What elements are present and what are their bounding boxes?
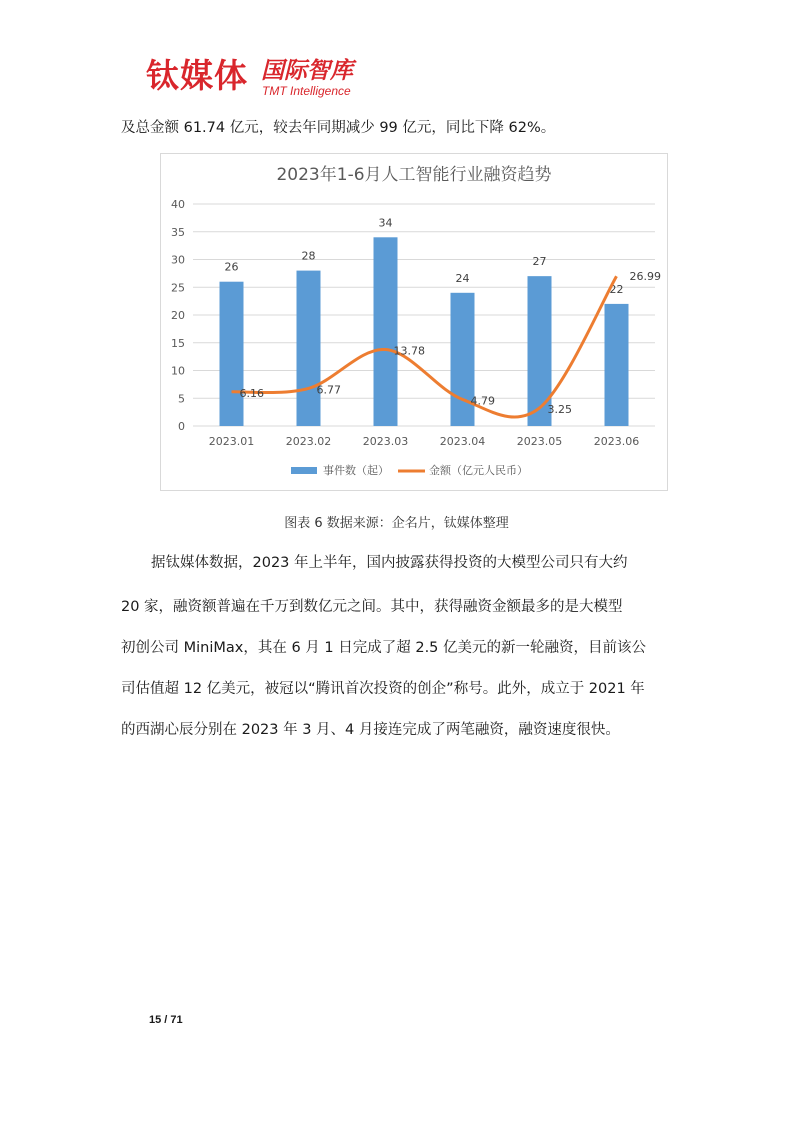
x-tick-label: 2023.06	[593, 435, 640, 448]
bar-value-label: 22	[609, 282, 624, 296]
line-value-label: 13.78	[393, 344, 425, 358]
bar-value-label: 26	[224, 260, 239, 274]
line-value-label: 26.99	[629, 270, 661, 284]
line-value-label: 6.16	[239, 386, 264, 400]
paragraph-line-5: 的西湖心辰分别在 2023 年 3 月、4 月接连完成了两笔融资，融资速度很快。	[121, 722, 620, 738]
line-value-label: 4.79	[470, 394, 495, 408]
x-tick-label: 2023.02	[285, 435, 332, 448]
bar-value-label: 27	[532, 255, 547, 269]
logo-sub-text: 国际智库	[261, 58, 353, 84]
bar-value-label: 24	[455, 271, 470, 285]
chart-svg	[161, 154, 667, 490]
x-axis-ticks	[209, 435, 640, 448]
logo-english-text: TMT Intelligence	[262, 84, 351, 98]
y-tick-label: 40	[171, 198, 185, 211]
y-tick-label: 0	[178, 420, 185, 433]
bar-value-label: 28	[301, 249, 316, 263]
line-value-label: 6.77	[316, 383, 341, 397]
bar-2023.03	[374, 237, 398, 426]
y-tick-label: 30	[171, 253, 185, 267]
legend-bar-label: 事件数（起）	[323, 464, 389, 477]
x-tick-label: 2023.01	[208, 435, 255, 448]
chart-legend	[291, 463, 528, 477]
logo-main-text: 钛媒体	[146, 56, 248, 95]
y-tick-label: 35	[171, 225, 185, 239]
legend-bar-swatch	[291, 467, 317, 474]
chart-title: 2023年1-6月人工智能行业融资趋势	[276, 165, 552, 185]
y-tick-label: 20	[171, 309, 185, 322]
bar-series	[220, 237, 629, 426]
page-number: 15 / 71	[149, 1014, 183, 1026]
paragraph-line-4: 司估值超 12 亿美元，被冠以“腾讯首次投资的创企”称号。此外，成立于 2021 年	[121, 681, 645, 697]
bar-data-labels	[225, 216, 624, 296]
legend-line-label: 金额（亿元人民币）	[429, 464, 528, 477]
line-value-label: 3.25	[547, 402, 572, 416]
paragraph-line-1: 据钛媒体数据，2023 年上半年，国内披露获得投资的大模型公司只有大约	[151, 555, 628, 571]
bar-2023.01	[220, 282, 244, 426]
x-tick-label: 2023.04	[439, 435, 486, 448]
intro-line: 及总金额 61.74 亿元，较去年同期减少 99 亿元，同比下降 62%。	[121, 120, 556, 136]
x-tick-label: 2023.03	[362, 435, 409, 448]
y-tick-label: 10	[171, 364, 185, 378]
y-tick-label: 15	[171, 336, 185, 350]
y-tick-label: 25	[171, 281, 185, 295]
bar-2023.02	[297, 271, 321, 426]
chart-caption: 图表 6 数据来源：企名片，钛媒体整理	[284, 516, 509, 531]
bar-value-label: 34	[378, 216, 393, 230]
paragraph-line-2: 20 家，融资额普遍在千万到数亿元之间。其中，获得融资金额最多的是大模型	[121, 599, 623, 615]
financing-trend-chart	[160, 153, 668, 491]
y-axis-ticks	[171, 198, 185, 433]
x-tick-label: 2023.05	[516, 435, 563, 448]
y-tick-label: 5	[178, 392, 185, 406]
bar-2023.06	[605, 304, 629, 426]
paragraph-line-3: 初创公司 MiniMax，其在 6 月 1 日完成了超 2.5 亿美元的新一轮融资，目前该公	[121, 640, 647, 656]
